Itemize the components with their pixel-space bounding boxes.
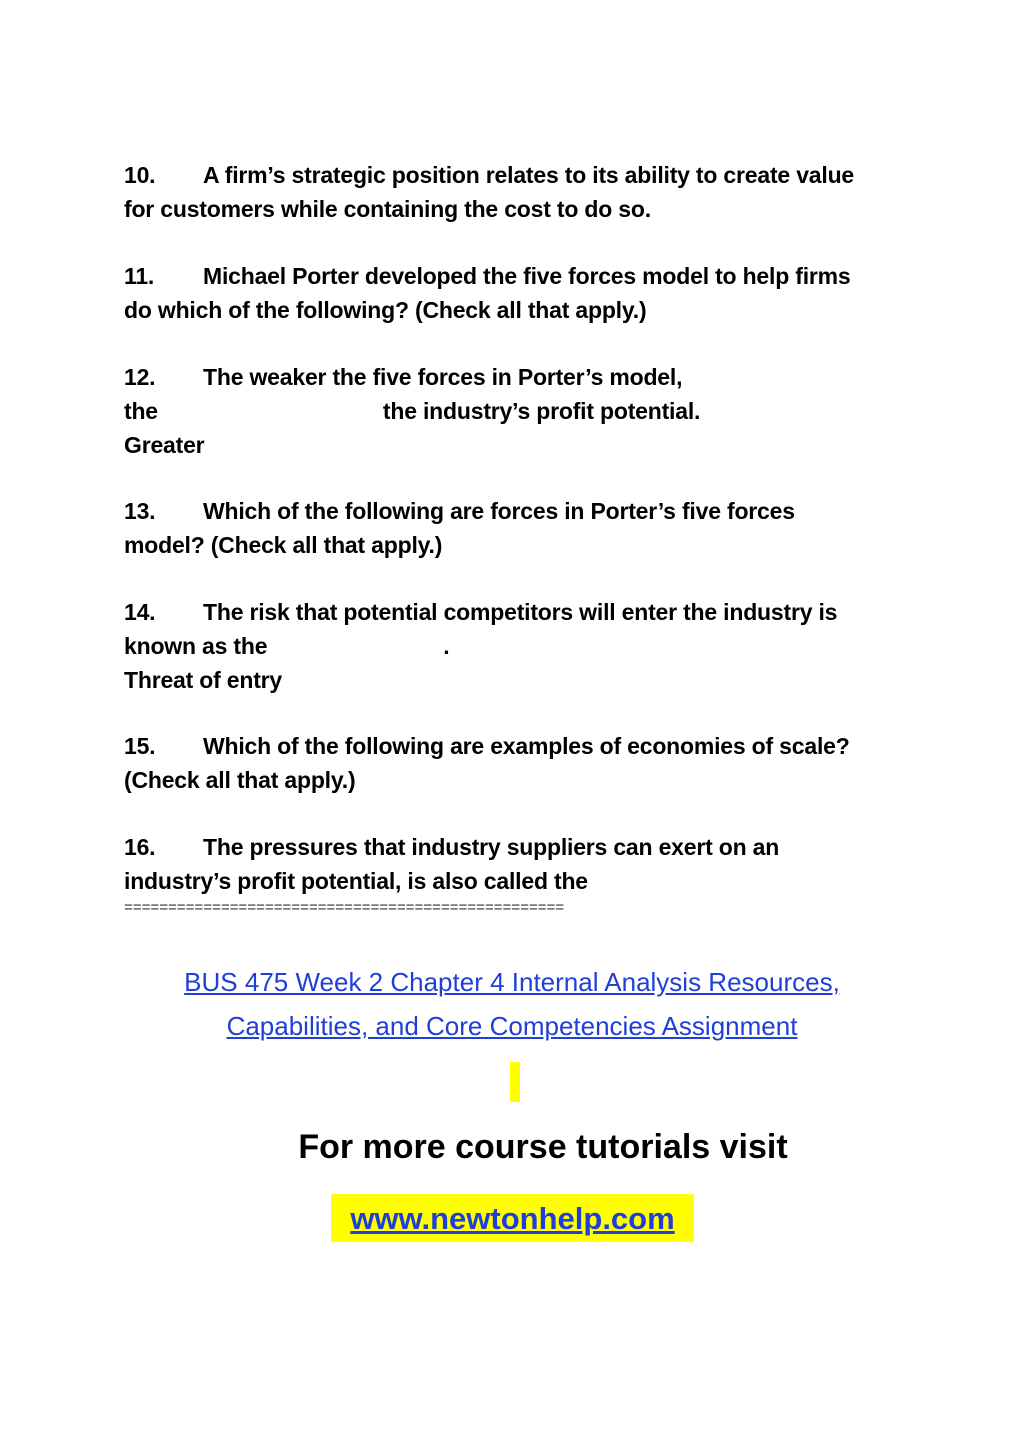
question-line (124, 158, 914, 192)
question-line (124, 729, 914, 763)
question-14 (124, 595, 914, 697)
question-text: A firm’s strategic position relates to its ability to create value (203, 162, 855, 188)
question-text-cont: do which of the following? (Check all that apply.) (124, 297, 647, 323)
question-line (124, 259, 914, 293)
question-text-cont: for customers while containing the cost to do so. (124, 196, 651, 222)
assignment-link-line2[interactable]: Capabilities, and Core Competencies Assignment (226, 1011, 798, 1041)
question-text-b: . (443, 633, 450, 659)
question-10 (124, 158, 914, 226)
question-text-a: known as the (124, 633, 268, 659)
question-text-cont: model? (Check all that apply.) (124, 532, 443, 558)
question-text: The risk that potential competitors will enter the industry is (203, 599, 838, 625)
question-text-cont: industry’s profit potential, is also called the (124, 868, 588, 894)
question-text: Which of the following are forces in Porter’s five forces (203, 498, 795, 524)
question-number: 11. (124, 263, 155, 289)
question-number: 12. (124, 364, 156, 390)
question-line (124, 494, 914, 528)
promo-text: For more course tutorials visit (298, 1128, 788, 1166)
question-text: Which of the following are examples of economies of scale? (203, 733, 850, 759)
question-number: 14. (124, 599, 156, 625)
question-number: 15. (124, 733, 156, 759)
question-12 (124, 360, 914, 462)
question-number: 10. (124, 162, 156, 188)
question-line (124, 830, 914, 864)
answer-text: Threat of entry (124, 667, 283, 693)
site-highlight (331, 1194, 694, 1242)
question-line-blank (124, 394, 914, 428)
question-line (124, 595, 914, 629)
question-15 (124, 729, 914, 797)
answer-text: Greater (124, 432, 205, 458)
question-text: The weaker the five forces in Porter’s model, (203, 364, 683, 390)
question-line-blank (124, 629, 914, 663)
assignment-link-block (0, 960, 1024, 1048)
question-number: 13. (124, 498, 156, 524)
question-text-cont: (Check all that apply.) (124, 767, 356, 793)
divider-line: ================================================== (124, 900, 565, 917)
question-text: Michael Porter developed the five forces model to help firms (203, 263, 851, 289)
site-link[interactable]: www.newtonhelp.com (350, 1201, 675, 1236)
question-11 (124, 259, 914, 327)
question-line (124, 360, 914, 394)
question-text-a: the (124, 398, 158, 424)
question-13 (124, 494, 914, 562)
assignment-link-line1[interactable]: BUS 475 Week 2 Chapter 4 Internal Analysis Resources, (184, 967, 840, 997)
question-number: 16. (124, 834, 156, 860)
question-text: The pressures that industry suppliers can exert on an (203, 834, 780, 860)
question-text-b: the industry’s profit potential. (382, 398, 701, 424)
highlight-marker (510, 1062, 520, 1102)
question-16 (124, 830, 914, 898)
